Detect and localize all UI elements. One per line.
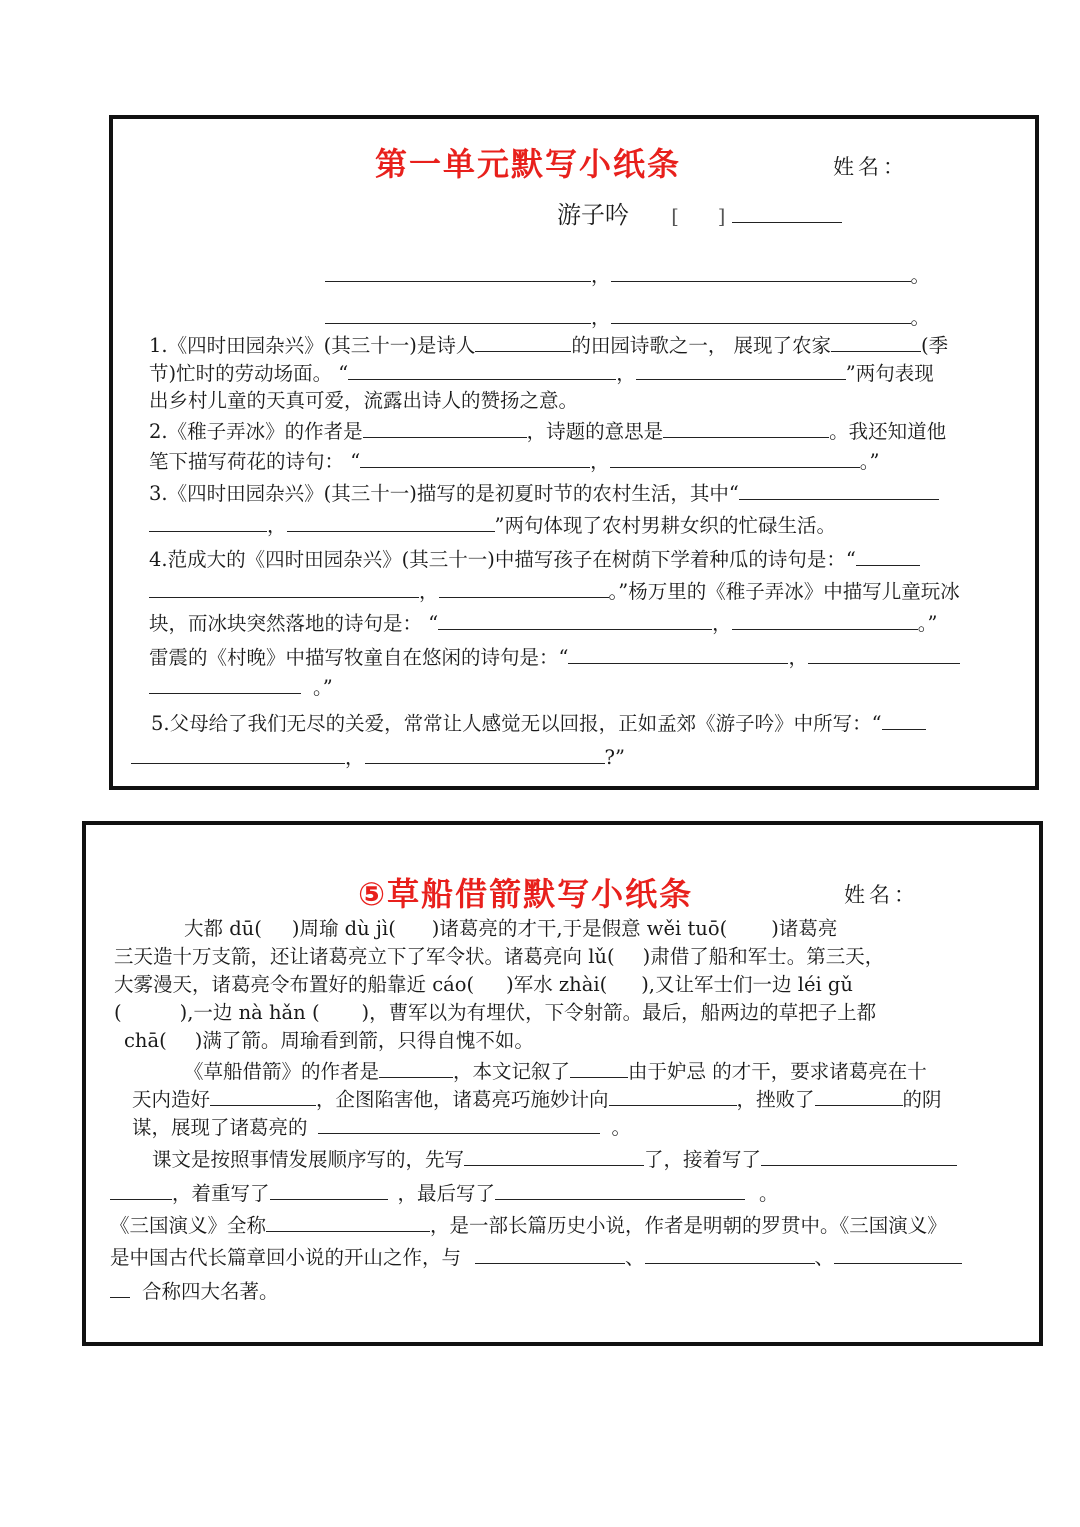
poem-blank[interactable] <box>325 303 591 324</box>
q4-text: 块，而冰块突然落地的诗句是： “ <box>149 612 439 635</box>
dictation-card-lesson-5 <box>82 821 1043 1346</box>
p1-text: chā( <box>124 1029 167 1052</box>
q4-line-4 <box>149 643 960 672</box>
p3-line-2 <box>110 1179 779 1208</box>
p4-novel-blank[interactable] <box>475 1243 625 1264</box>
p3-blank[interactable] <box>270 1179 388 1200</box>
poem-blank[interactable] <box>325 261 591 282</box>
poem-heading <box>557 201 842 231</box>
q4-text: ， <box>788 646 808 669</box>
p3-blank[interactable] <box>464 1145 644 1166</box>
q1-verse-blank[interactable] <box>636 359 846 380</box>
card2-name-label: 姓名： <box>844 883 919 907</box>
q1-season-blank[interactable] <box>831 331 921 352</box>
p3-text: ，着重写了 <box>172 1182 270 1205</box>
p1-line-1 <box>184 915 837 943</box>
p4-novel-blank[interactable] <box>110 1277 130 1298</box>
q3-text: 3.《四时田园杂兴》(其三十一)描写的是初夏时节的农村生活，其中“ <box>149 482 739 505</box>
p1-text: ),又让军士们一边 léi gǔ <box>641 973 853 996</box>
p2-blank[interactable] <box>210 1085 316 1106</box>
q2-meaning-blank[interactable] <box>663 417 829 438</box>
p1-text: ),一边 nà hǎn ( <box>179 1001 320 1024</box>
q2-text: 笔下描写荷花的诗句： “ <box>149 450 361 473</box>
q2-text: 。” <box>859 450 880 473</box>
p2-text: ，挫败了 <box>736 1088 815 1111</box>
dictation-card-unit-1 <box>109 115 1039 790</box>
p3-text: 了，接着写了 <box>644 1148 762 1171</box>
p3-text: ，最后写了 <box>397 1182 496 1205</box>
q2-line-1 <box>149 417 946 446</box>
p4-text: 《三国演义》全称 <box>110 1214 267 1237</box>
p4-text: ，是一部长篇历史小说，作者是明朝的罗贯中。《三国演义》 <box>430 1214 947 1237</box>
card1-title: 第一单元默写小纸条 <box>375 145 682 183</box>
p4-text: 、 <box>625 1246 645 1269</box>
p1-text: 大雾漫天，诸葛亮令布置好的船靠近 cáo( <box>114 973 475 996</box>
q2-text: ， <box>590 450 610 473</box>
q5-line-1 <box>151 709 926 738</box>
p4-line-3 <box>110 1277 279 1306</box>
q4-text: 雷震的《村晚》中描写牧童自在悠闲的诗句是：“ <box>149 646 569 669</box>
p1-line-3 <box>114 971 853 999</box>
p1-text: ( <box>114 1001 122 1024</box>
q3-verse-blank[interactable] <box>739 479 939 500</box>
poem-title: 游子吟 <box>557 201 629 229</box>
q4-line-5 <box>149 673 333 702</box>
p2-text: 。 <box>611 1116 632 1139</box>
card1-name-label: 姓名： <box>833 155 908 179</box>
q4-verse-blank[interactable] <box>149 673 301 694</box>
q2-text: 。我还知道他 <box>829 420 947 443</box>
q1-line-3 <box>149 387 578 415</box>
p1-text: )诸葛亮的才干,于是假意 wěi tuō( <box>431 917 728 940</box>
q3-text: ”两句体现了农村男耕女织的忙碌生活。 <box>494 514 836 537</box>
p3-blank[interactable] <box>495 1179 745 1200</box>
poem-blank[interactable] <box>611 303 911 324</box>
q1-text: 1.《四时田园杂兴》(其三十一)是诗人 <box>149 334 476 357</box>
p3-text: 。 <box>759 1182 779 1205</box>
q4-text: 。” <box>313 676 333 699</box>
q4-verse-blank[interactable] <box>732 609 918 630</box>
p2-author-blank[interactable] <box>379 1057 453 1078</box>
poem-blank[interactable] <box>611 261 911 282</box>
period: 。 <box>910 264 931 287</box>
q5-text: ， <box>345 746 365 769</box>
q3-verse-blank[interactable] <box>287 511 495 532</box>
q4-verse-blank[interactable] <box>808 643 960 664</box>
q5-verse-blank[interactable] <box>882 709 926 730</box>
poem-author-blank[interactable] <box>732 202 842 223</box>
q4-line-2 <box>149 577 960 606</box>
q1-verse-blank[interactable] <box>348 359 616 380</box>
p4-text: 、 <box>814 1246 835 1269</box>
q2-text: ，诗题的意思是 <box>526 420 664 443</box>
comma: ， <box>591 264 611 287</box>
p1-text: )周瑜 dù jì( <box>291 917 396 940</box>
p2-text: ，企图陷害他，诸葛亮巧施妙计向 <box>316 1088 609 1111</box>
q3-line-2 <box>149 511 836 540</box>
p3-blank[interactable] <box>761 1145 957 1166</box>
q3-verse-blank[interactable] <box>149 511 267 532</box>
p2-text: ，本文记叙了 <box>453 1060 571 1083</box>
poem-line-1 <box>325 261 930 290</box>
comma: ， <box>591 306 611 329</box>
q2-verse-blank[interactable] <box>610 447 860 468</box>
poem-author-brackets: [ ] <box>671 205 726 228</box>
q1-text: ”两句表现 <box>845 362 934 385</box>
q4-text: 。” <box>917 612 938 635</box>
p4-line-2 <box>110 1243 962 1272</box>
q1-text: ， <box>616 362 636 385</box>
q4-line-3 <box>149 609 937 638</box>
q5-line-2 <box>131 743 625 772</box>
q1-text: 的田园诗歌之一， 展现了农家 <box>571 334 832 357</box>
p1-text: )满了箭。周瑜看到箭，只得自愧不如。 <box>194 1029 534 1052</box>
q5-text: ?” <box>604 746 625 769</box>
q2-verse-blank[interactable] <box>360 447 590 468</box>
q1-line-1 <box>149 331 948 360</box>
p2-person-blank[interactable] <box>570 1057 628 1078</box>
q2-line-2 <box>149 447 879 476</box>
p4-novel-blank[interactable] <box>645 1243 815 1264</box>
p2-blank[interactable] <box>609 1085 737 1106</box>
p3-line-1 <box>152 1145 957 1174</box>
q4-verse-blank[interactable] <box>438 609 712 630</box>
q3-text: ， <box>267 514 287 537</box>
q4-verse-blank[interactable] <box>856 545 920 566</box>
p2-text: 由于妒忌 的才干，要求诸葛亮在十 <box>628 1060 927 1083</box>
p1-text: 大都 dū( <box>184 917 262 940</box>
p2-text: 的阴 <box>902 1088 942 1111</box>
q5-verse-blank[interactable] <box>365 743 605 764</box>
q5-verse-blank[interactable] <box>131 743 345 764</box>
p4-fullname-blank[interactable] <box>266 1211 430 1232</box>
p4-text: 是中国古代长篇章回小说的开山之作，与 <box>110 1246 462 1269</box>
p1-text: )军水 zhài( <box>506 973 608 996</box>
q4-verse-blank[interactable] <box>439 577 609 598</box>
p1-text: )诸葛亮 <box>771 917 838 940</box>
period: 。 <box>910 306 931 329</box>
p3-text: 课文是按照事情发展顺序写的，先写 <box>152 1148 465 1171</box>
p1-line-2 <box>114 943 884 971</box>
q1-text: 节)忙时的劳动场面。 “ <box>149 362 349 385</box>
p1-text: )，曹军以为有埋伏，下令射箭。最后，船两边的草把子上都 <box>361 1001 877 1024</box>
q1-text: (季 <box>921 334 949 357</box>
q4-verse-blank[interactable] <box>568 643 788 664</box>
p4-novel-blank[interactable] <box>834 1243 962 1264</box>
p4-line-1 <box>110 1211 947 1240</box>
q4-verse-blank[interactable] <box>149 577 419 598</box>
p2-line-3 <box>132 1113 631 1142</box>
p1-text: )肃借了船和军士。第三天， <box>642 945 885 968</box>
p1-line-5 <box>124 1027 534 1055</box>
p2-blank[interactable] <box>815 1085 903 1106</box>
poem-line-2 <box>325 303 930 332</box>
q4-text: 。”杨万里的《稚子弄冰》中描写儿童玩冰 <box>608 580 960 603</box>
q2-author-blank[interactable] <box>363 417 527 438</box>
p2-blank[interactable] <box>318 1113 600 1134</box>
q2-text: 2.《稚子弄冰》的作者是 <box>149 420 363 443</box>
q1-text: 出乡村儿童的天真可爱，流露出诗人的赞扬之意。 <box>149 389 579 412</box>
q3-line-1 <box>149 479 939 508</box>
q4-text: 4.范成大的《四时田园杂兴》(其三十一)中描写孩子在树荫下学着种瓜的诗句是：“ <box>149 548 856 571</box>
q5-text: 5.父母给了我们无尽的关爱，常常让人感觉无以回报，正如孟郊《游子吟》中所写：“ <box>151 712 882 735</box>
q4-text: ， <box>712 612 732 635</box>
p2-text: 谋，展现了诸葛亮的 <box>132 1116 308 1139</box>
p1-line-4 <box>114 999 876 1027</box>
p1-text: 三天造十万支箭，还让诸葛亮立下了军令状。诸葛亮向 lǔ( <box>114 945 615 968</box>
q4-text: ， <box>419 580 439 603</box>
p4-text: 合称四大名著。 <box>142 1280 279 1303</box>
p2-line-2 <box>132 1085 942 1114</box>
p2-text: 天内造好 <box>132 1088 211 1111</box>
p2-line-1 <box>184 1057 927 1086</box>
p2-text: 《草船借箭》的作者是 <box>184 1060 380 1083</box>
card2-title: ⑤草船借箭默写小纸条 <box>358 875 694 913</box>
q1-poet-blank[interactable] <box>475 331 571 352</box>
q1-line-2 <box>149 359 934 388</box>
q4-line-1 <box>149 545 920 574</box>
p3-blank[interactable] <box>110 1179 172 1200</box>
